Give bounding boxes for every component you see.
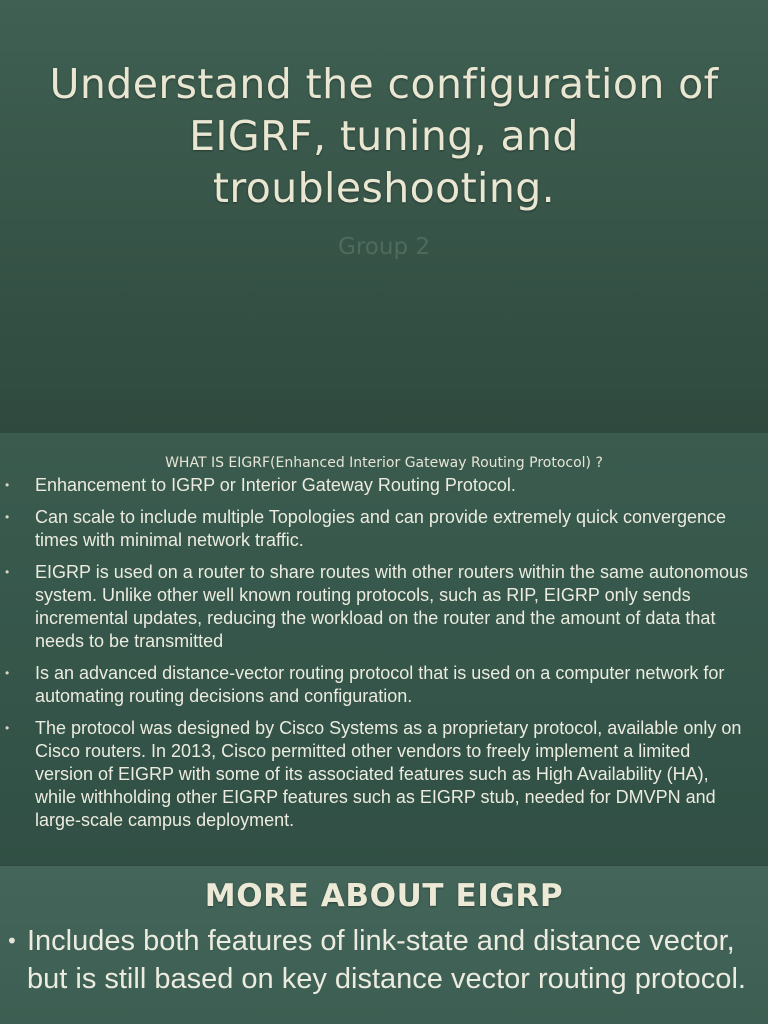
list-item	[0, 474, 768, 497]
bullet-icon: •	[5, 666, 10, 680]
bullet-list	[0, 474, 768, 841]
bullet-text: Is an advanced distance-vector routing protocol that is used on a computer network for automating routing decisions and configuration.	[35, 663, 725, 706]
bullet-icon: •	[6, 929, 18, 953]
list-item	[0, 717, 768, 832]
slide-heading: MORE ABOUT EIGRP	[204, 878, 564, 914]
list-item	[0, 662, 768, 708]
list-item	[0, 506, 768, 552]
bullet-icon: •	[5, 721, 10, 735]
bullet-text: Enhancement to IGRP or Interior Gateway Routing Protocol.	[35, 475, 516, 495]
slide-title	[0, 0, 768, 432]
slide-title-heading: Understand the configuration of EIGRF, tuning, and troubleshooting.	[49, 60, 719, 212]
bullet-text: EIGRP is used on a router to share routes with other routers within the same autonomous system. Unlike other well known routing protocols, such as RIP, EIGRP only sends incremental updates, reducing the workload on the router and the amount of data that needs to be transmitted	[35, 562, 749, 651]
bullet-text: The protocol was designed by Cisco Systems as a proprietary protocol, available only on Cisco routers. In 2013, Cisco permitted other vendors to freely implement a limited version of EIGRP with some of its associated features such as High Availability (HA), while withholding other EIGRP features such as EIGRP stub, needed for DMVPN and large-scale campus deployment.	[35, 718, 742, 830]
slide-heading: WHAT IS EIGRF(Enhanced Interior Gateway Routing Protocol) ?	[165, 455, 603, 471]
bullet-icon: •	[5, 565, 10, 579]
slide-what-is-eigrp	[0, 433, 768, 865]
bullet-text: Includes both features of link-state and distance vector, but is still based on key distance vector routing protocol.	[27, 925, 746, 995]
list-item	[0, 561, 768, 653]
bullet-text: Can scale to include multiple Topologies and can provide extremely quick convergence times with minimal network traffic.	[35, 507, 727, 550]
slide-subtitle: Group 2	[338, 234, 430, 260]
slide-more-about-eigrp	[0, 866, 768, 1024]
bullet-icon: •	[5, 510, 10, 524]
bullet-icon: •	[5, 478, 10, 492]
